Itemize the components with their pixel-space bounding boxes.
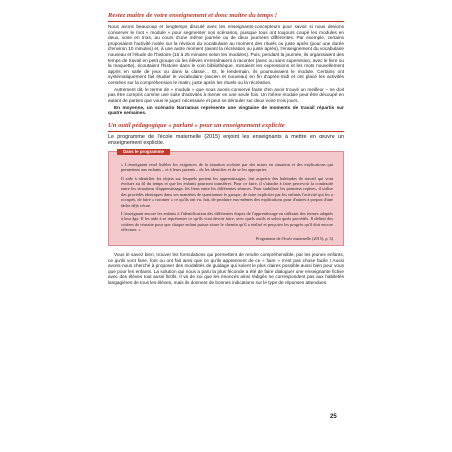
paragraph-summary: En moyenne, un scénario Narramus représente une vingtaine de moments de travail répartis sur quatre semaines. [108, 104, 344, 116]
page-number: 25 [330, 414, 337, 420]
section-heading-tool: Un outil pédagogique « parlant » pour un enseignement explicite [108, 122, 344, 132]
quote-paragraph: Il aide à identifier les objets sur lesquels portent les apprentissages, fait acquérir des habitudes de travail qui vont évoluer au fil du temps et que les enfants pourront transférer. Pour ce faire, il s'attache à faire percevoir la continuité entre les situations d'apprentissage, les liens entre les différentes séances. Pour stabiliser les premiers repères, il utilise des procédés identiques dans ses manières de questionner le groupe, de faire expliciter par les enfants l'activité qui les a occupés, de faire « raconter » ce qu'ils ont vu, fait, de produire eux-mêmes des explications pour d'autres à propos d'une tâche déjà vécue. [121, 175, 333, 208]
section-heading-time: Restez maître de votre enseignement et donc maître du temps ! [108, 12, 344, 22]
quote-paragraph: « L'enseignant rend lisibles les exigences de la situation scolaire par des mises en situation et des explications qui permettent aux enfants – et à leurs parents – de les identifier et de se les approprier. [121, 161, 333, 173]
paragraph-intro: Le programme de l'école maternelle (2015) enjoint les enseignants à mettre en œuvre un enseignement explicite. [108, 133, 344, 147]
quote-paragraph: L'enseignant encore les enfants à l'identification des différentes étapes de l'apprentissage en utilisant des termes adaptés à leur âge. Il les aide à se représenter ce qu'ils vont devoir faire, avec quels outils et selon quels procédés. Il définit des critères de réussite pour que chaque enfant puisse situer le chemin qu'il a réalisé et perçoive les progrès qu'il doit encore effectuer. » [121, 210, 333, 233]
paragraph-modules: Nous avons beaucoup et longtemps discuté avec les enseignants-concepteurs pour savoir si nous devions conserver le mot « module » pour segmenter nos scénarios, puisque tous ont toujours coupé les modules en deux, voire en trois, au cours d'une même journée ou de deux journées différentes. Par exemple, certains proposaient l'activité notée sur la révision du vocabulaire au moment des rituels ou juste après (pour une durée d'environ 10 minutes) et, à une autre moment (avant la récréation ou juste après), l'enseignement du vocabulaire nouveau et l'étude de l'histoire (15 à 25 minutes selon les modules). Puis, pendant la journée, ils organisaient des temps de travail en petit groupe où les élèves s'entraînaient à raconter (avec ou sans supervision, avec le livre ou la maquette), écoutaient l'histoire dans le coin bibliothèque, mimaient les expressions et les mots nouvellement appris en salle de jeux ou dans la classe… Et, le lendemain, ils poursuivaient le module. Certains ont systématiquement fait étudier le vocabulaire (ancien et nouveau) en fin d'après-midi et ont placé les activités centrées sur la compréhension le matin, juste après les rituels ou la récréation. [108, 24, 344, 85]
program-tag: Dans le programme [117, 149, 170, 155]
document-page [108, 12, 344, 287]
paragraph-formulations: Vous le savez bien, trouver les formulations qui permettent de rendre compréhensible, par les jeunes enfants, ce qu'ils vont faire, font ou ont fait ainsi que ce qu'ils apprennent de ce « faire » n'est pas chose facile ! Aussi avons-nous cherché à proposer des modalités de guidage qui soient le plus claires possible aussi bien pour vous que pour les enfants. La solution qui nous a paru la plus féconde a été de faire dialoguer une enseignante fictive avec des élèves tout aussi fictifs. Il va de soi que les énoncés ainsi rédigés ne correspondent pas aux habiletés langagières de tous les élèves, mais ils donnent de bonnes indications sur le type de réponses attendues. [108, 251, 344, 285]
program-quote-box [108, 148, 344, 246]
paragraph-module-term: Autrement dit, le terme de « module » que nous avons conservé faute d'en avoir trouvé un meilleur – ne doit pas être compris comme une suite d'activités à mener en une seule fois. Un même module peut être découpé en autant de parties que vous le jugez nécessaire et peut se dérouler sur deux voire trois jours. [108, 86, 344, 103]
quote-source: Programme de l'école maternelle (2015), p. 3) [255, 235, 333, 241]
